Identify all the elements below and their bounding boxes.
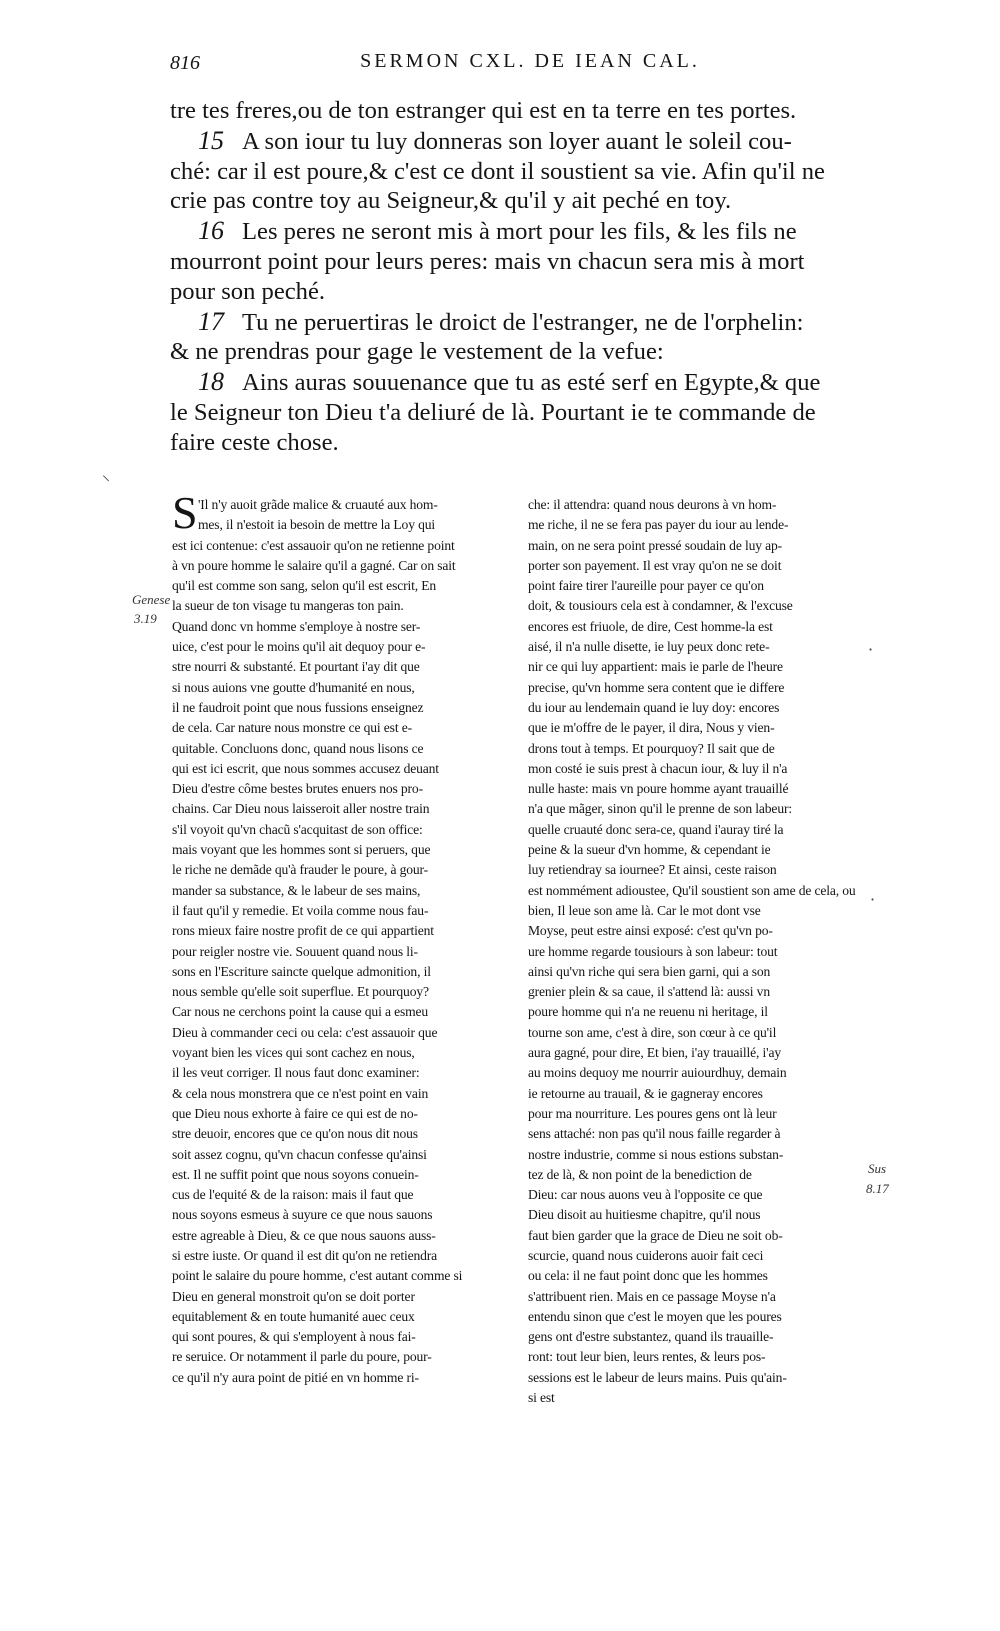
text-line: tourne son ame, c'est à dire, son cœur à ce qu'il (528, 1024, 777, 1040)
text-line: point faire tirer l'aureille pour payer ce qu'on (528, 578, 764, 594)
text-line: ure homme regarde tousiours à son labeur: tout (528, 943, 778, 959)
verse-number: 15 (198, 125, 224, 155)
scripture-line (170, 186, 895, 216)
text-line: ce qu'il n'y aura point de pitié en vn homme ri- (172, 1369, 419, 1385)
text-line: & cela nous monstrera que ce n'est point en vain (172, 1085, 429, 1101)
scripture-text (170, 96, 895, 458)
text-line: encores est friuole, de dire, Cest homme-la est (528, 618, 773, 634)
text-line: qui est ici escrit, que nous sommes accusez deuant (172, 760, 439, 776)
text-line: Dieu: car nous auons veu à l'opposite ce que (528, 1187, 763, 1203)
right-column (528, 495, 876, 1408)
scripture-line-text: Ains auras souuenance que tu as esté serf en Egypte,& que (242, 369, 821, 397)
text-line: scurcie, quand nous cuiderons auoir fait ceci (528, 1247, 764, 1263)
text-line: de cela. Car nature nous monstre ce qui est e- (172, 720, 412, 736)
text-line: aura gagné, pour dire, Et bien, i'ay trauaillé, i'ay (528, 1045, 782, 1061)
scripture-line-text: mourront point pour leurs peres: mais vn chacun sera mis à mort (170, 247, 805, 275)
text-line: point le salaire du poure homme, c'est autant comme si (172, 1268, 463, 1284)
text-line: stre nourri & substanté. Et pourtant i'ay dit que (172, 659, 420, 675)
text-line: tez de là, & non point de la benediction de (528, 1166, 752, 1182)
text-line: le riche ne demãde qu'à frauder le poure, à gour- (172, 862, 428, 878)
text-line: Moyse, peut estre ainsi exposé: c'est qu'vn po- (528, 923, 773, 939)
text-line: est. Il ne suffit point que nous soyons conuein- (172, 1166, 419, 1182)
margin-mark: ⸜ (102, 465, 111, 484)
text-line: gens ont d'estre substantez, quand ils trauaille- (528, 1329, 774, 1345)
text-line: n'a que mãger, sinon qu'il le prenne de son labeur: (528, 801, 792, 817)
text-line: qui sont poures, & qui s'employent à nous fai- (172, 1329, 416, 1345)
text-line: rons mieux faire nostre profit de ce qui appartient (172, 923, 434, 939)
text-line: quelle cruauté donc sera-ce, quand i'auray tiré la (528, 821, 784, 837)
margin-mark: · (868, 640, 874, 659)
text-line: bien, Il leue son ame là. Car le mot dont vse (528, 902, 761, 918)
text-line: voyant bien les vices qui sont cachez en nous, (172, 1045, 415, 1061)
scripture-line (170, 96, 895, 126)
text-line: ainsi qu'vn riche qui sera bien garni, qui a son (528, 963, 771, 979)
scripture-line-text: faire ceste chose. (170, 428, 339, 456)
scripture-line (170, 216, 895, 247)
margin-note-reference: 3.19 (134, 611, 157, 626)
text-line: que Dieu nous exhorte à faire ce qui est de no- (172, 1105, 418, 1121)
text-line: à vn poure homme le salaire qu'il a gagné. Car on sait (172, 557, 456, 573)
text-line: est ici contenue: c'est assauoir qu'on ne retienne point (172, 537, 455, 553)
text-line: drons tout à temps. Et pourquoy? Il sait que de (528, 740, 775, 756)
scripture-line-text: Tu ne peruertiras le droict de l'estranger, ne de l'orphelin: (242, 308, 804, 336)
text-line: nulle haste: mais vn poure homme ayant trauaillé (528, 781, 789, 797)
text-line: que ie m'offre de le payer, il dira, Nous y vien- (528, 720, 775, 736)
text-line: sens attaché: non pas qu'il nous faille regarder à (528, 1126, 781, 1142)
text-line: pour ma nourriture. Les poures gens ont là leur (528, 1105, 777, 1121)
text-line: Dieu disoit au huitiesme chapitre, qu'il nous (528, 1207, 761, 1223)
text-line: Dieu à commander ceci ou cela: c'est assauoir que (172, 1024, 438, 1040)
text-line: qu'il est comme son sang, selon qu'il est escrit, En (172, 578, 437, 594)
text-line: soit assez cognu, qu'vn chacun confesse qu'ainsi (172, 1146, 427, 1162)
scripture-line-text: crie pas contre toy au Seigneur,& qu'il y ait peché en toy. (170, 187, 732, 215)
verse-number: 17 (198, 306, 224, 336)
drop-cap: S (172, 487, 198, 538)
text-line: nous semble qu'elle soit superflue. Et pourquoy? (172, 984, 429, 1000)
text-line: 'Il n'y auoit grãde malice & cruauté aux hom- (198, 497, 438, 512)
text-line: quitable. Concluons donc, quand nous lisons ce (172, 740, 424, 756)
text-line: aisé, il n'a nulle disette, ie luy peux donc rete- (528, 639, 770, 655)
left-column (172, 495, 517, 1388)
text-line: nostre industrie, comme si nous estions substan- (528, 1146, 784, 1162)
scripture-line-text: A son iour tu luy donneras son loyer auant le soleil cou- (242, 127, 792, 155)
scripture-line (170, 367, 895, 398)
text-line: stre deuoir, encores que ce qu'on nous dit nous (172, 1126, 418, 1142)
text-line: equitablement & en toute humanité auec ceux (172, 1308, 415, 1324)
text-line: au moins dequoy me nourrir auiourdhuy, demain (528, 1065, 787, 1081)
text-line: sons en l'Escriture saincte quelque admonition, il (172, 963, 431, 979)
scripture-line (170, 126, 895, 157)
text-line: pour reigler nostre vie. Souuent quand nous li- (172, 943, 418, 959)
scripture-line (170, 428, 895, 458)
scripture-line-text: ché: car il est poure,& c'est ce dont il soustient sa vie. Afin qu'il ne (170, 157, 825, 185)
text-line: mon costé ie suis prest à chacun iour, & luy il n'a (528, 760, 788, 776)
text-line: Quand donc vn homme s'employe à nostre ser- (172, 618, 421, 634)
text-line: re seruice. Or notamment il parle du poure, pour- (172, 1349, 432, 1365)
scripture-line (170, 277, 895, 307)
running-head: SERMON CXL. DE IEAN CAL. (360, 50, 700, 72)
text-line: la sueur de ton visage tu mangeras ton pain. (172, 598, 404, 614)
scripture-line (170, 157, 895, 187)
text-line: mander sa substance, & le labeur de ses mains, (172, 882, 421, 898)
text-line: nir ce qui luy appartient: mais ie parle de l'heure (528, 659, 783, 675)
text-line: ou cela: il ne faut point donc que les hommes (528, 1268, 768, 1284)
text-line: il faut qu'il y remedie. Et voila comme nous fau- (172, 902, 429, 918)
text-line: che: il attendra: quand nous deurons à vn hom- (528, 497, 777, 512)
scripture-line-text: tre tes freres,ou de ton estranger qui est en ta terre en tes portes. (170, 97, 797, 124)
scripture-line (170, 337, 895, 367)
verse-number: 18 (198, 367, 224, 397)
text-line: ie retourne au trauail, & ie gagneray encores (528, 1085, 763, 1101)
margin-note-reference: 8.17 (866, 1181, 889, 1196)
text-line: Dieu en general monstroit qu'on se doit porter (172, 1288, 415, 1304)
text-line: Car nous ne cerchons point la cause qui a esmeu (172, 1004, 429, 1020)
text-line: si estre iuste. Or quand il est dit qu'on ne retiendra (172, 1247, 438, 1263)
text-line: me riche, il ne se fera pas payer du iour au lende- (528, 517, 789, 533)
text-line: estre agreable à Dieu, & ce que nous sauons auss- (172, 1227, 436, 1243)
text-line: faut bien garder que la grace de Dieu ne soit ob- (528, 1227, 783, 1243)
text-line: il les veut corriger. Il nous faut donc examiner: (172, 1065, 420, 1081)
text-line: cus de l'equité & de la raison: mais il faut que (172, 1187, 414, 1203)
scripture-line (170, 398, 895, 428)
margin-note-reference: Genese (132, 592, 171, 607)
text-line: chains. Car Dieu nous laisseroit aller nostre train (172, 801, 430, 817)
text-line: grenier plein & sa caue, il s'attend là: aussi vn (528, 984, 770, 1000)
margin-mark: · (870, 890, 876, 909)
scripture-line (170, 307, 895, 338)
text-line: precise, qu'vn homme sera content que ie differe (528, 679, 785, 695)
scripture-line-text: pour son peché. (170, 277, 326, 305)
text-line: entendu sinon que c'est le moyen que les poures (528, 1308, 782, 1324)
text-line: luy retiendray sa iournee? Et ainsi, ceste raison (528, 862, 777, 878)
text-line: est nommément adioustee, Qu'il soustient son ame de cela, ou (528, 882, 856, 898)
text-line: uice, c'est pour le moins qu'il ait dequoy pour e- (172, 639, 426, 655)
text-line: s'attribuent rien. Mais en ce passage Moyse n'a (528, 1288, 776, 1304)
text-line: si nous auions vne goutte d'humanité en nous, (172, 679, 415, 695)
text-line: nous soyons esmeus à suyure ce que nous sauons (172, 1207, 433, 1223)
text-line: du iour au lendemain quand ie luy doy: encores (528, 699, 780, 715)
verse-number: 16 (198, 216, 224, 246)
scripture-line-text: le Seigneur ton Dieu t'a deliuré de là. Pourtant ie te commande de (170, 398, 816, 426)
text-line: doit, & tousiours cela est à condamner, & l'excuse (528, 598, 793, 614)
text-line: il ne faudroit point que nous fussions enseignez (172, 699, 424, 715)
text-line: Dieu d'estre côme bestes brutes enuers nos pro- (172, 781, 423, 797)
scripture-line-text: & ne prendras pour gage le vestement de la vefue: (170, 338, 664, 366)
text-line: sessions est le labeur de leurs mains. Puis qu'ain- (528, 1369, 787, 1385)
scripture-line (170, 247, 895, 277)
text-line: porter son payement. Il est vray qu'on ne se doit (528, 557, 782, 573)
text-line: s'il voyoit qu'vn chacũ s'acquitast de son office: (172, 821, 423, 837)
text-line: poure homme qui n'a ne reuenu ni heritage, il (528, 1004, 768, 1020)
text-line: mais voyant que les hommes sont si peruers, que (172, 842, 431, 858)
page-number: 816 (170, 52, 200, 74)
text-line: si est (528, 1390, 555, 1406)
page-header (170, 50, 890, 80)
text-line: main, on ne sera point pressé soudain de luy ap- (528, 537, 783, 553)
text-line: mes, il n'estoit ia besoin de mettre la Loy qui (198, 517, 436, 533)
text-line: ront: tout leur bien, leurs rentes, & leurs pos- (528, 1349, 766, 1365)
margin-note-reference: Sus (868, 1161, 887, 1176)
text-line: peine & la sueur d'vn homme, & cependant ie (528, 842, 771, 858)
scripture-line-text: Les peres ne seront mis à mort pour les fils, & les fils ne (242, 218, 797, 246)
